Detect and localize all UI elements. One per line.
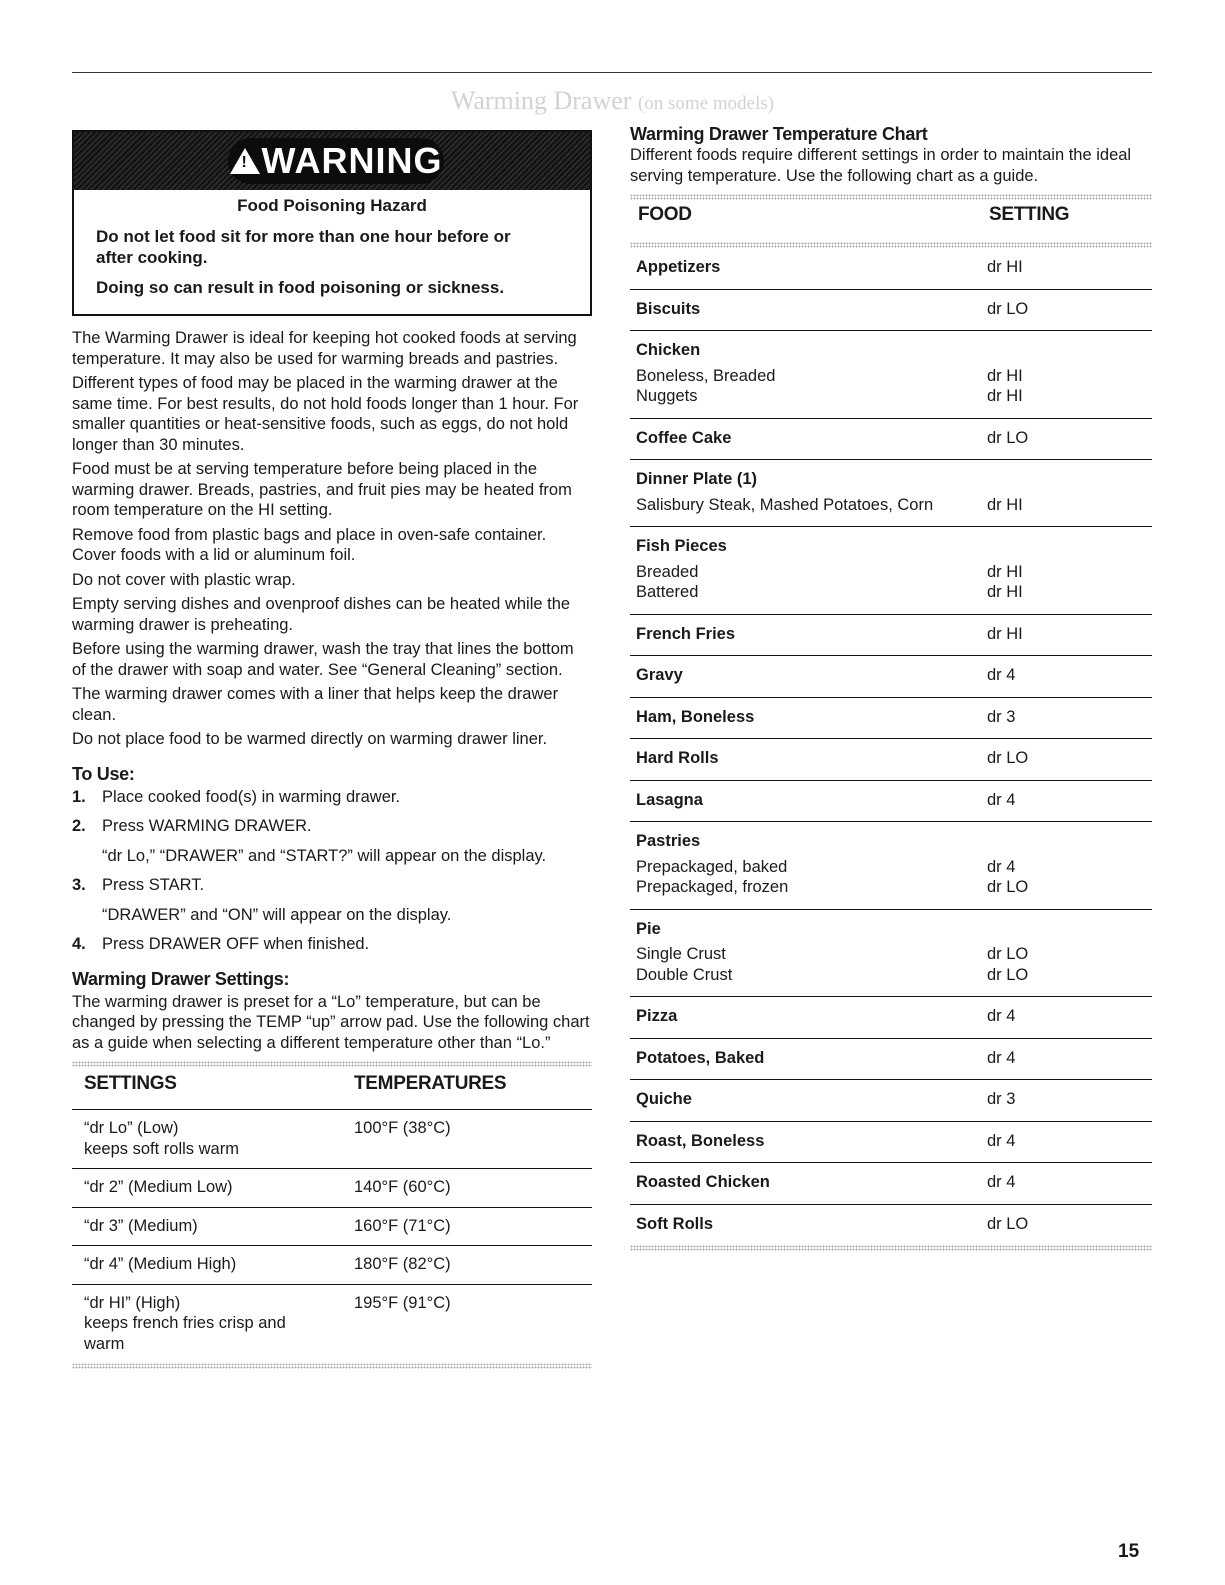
food-name: Biscuits <box>636 299 701 318</box>
table-row <box>630 1080 1152 1122</box>
table-row <box>630 697 1152 739</box>
setting-cell <box>981 997 1152 1039</box>
step-item <box>72 875 592 926</box>
setting-cell <box>981 418 1152 460</box>
table-row <box>72 1284 592 1363</box>
food-subitem: Battered <box>636 583 699 601</box>
right-column <box>630 124 1152 1251</box>
warning-triangle-icon <box>230 148 260 174</box>
food-name: Appetizers <box>636 258 721 276</box>
table-row <box>72 1207 592 1246</box>
step-text: Place cooked food(s) in warming drawer. <box>102 787 401 806</box>
food-subitem: Boneless, Breaded <box>636 366 776 385</box>
table-row <box>630 997 1152 1039</box>
food-cell <box>630 248 981 289</box>
food-setting: dr LO <box>987 428 1029 447</box>
food-cell <box>630 1080 981 1122</box>
food-setting: dr LO <box>987 749 1029 767</box>
table-row <box>630 1163 1152 1205</box>
setting-name: “dr 3” (Medium) <box>84 1216 198 1235</box>
setting-cell <box>981 697 1152 739</box>
food-name: French Fries <box>636 624 736 643</box>
food-name: Fish Pieces <box>636 537 727 555</box>
food-subitem: Nuggets <box>636 387 698 405</box>
dotted-rule <box>72 1363 592 1369</box>
food-subitem: Prepackaged, frozen <box>636 878 789 896</box>
warning-line-1: Do not let food sit for more than one hour before or after cooking. <box>96 227 511 267</box>
food-cell <box>630 656 981 698</box>
setting-cell <box>981 460 1152 527</box>
food-setting: dr 4 <box>987 1007 1016 1025</box>
food-cell <box>630 289 981 331</box>
food-name: Soft Rolls <box>636 1214 713 1233</box>
table-row <box>630 614 1152 656</box>
food-subitem: Prepackaged, baked <box>636 857 788 876</box>
table-row <box>72 1246 592 1285</box>
table-row <box>630 248 1152 289</box>
food-cell <box>630 614 981 656</box>
table-row <box>630 289 1152 331</box>
setting-cell <box>981 822 1152 910</box>
table-row <box>630 822 1152 910</box>
step-subtext: “dr Lo,” “DRAWER” and “START?” will appear on the display. <box>102 846 547 865</box>
food-cell <box>630 997 981 1039</box>
food-name: Lasagna <box>636 790 703 809</box>
temperature-cell: 180°F (82°C) <box>342 1246 592 1285</box>
food-name: Pie <box>636 919 661 938</box>
food-subitem-setting: dr LO <box>987 965 1029 984</box>
settings-table <box>72 1061 592 1369</box>
warning-label <box>228 138 444 184</box>
food-subitem-setting: dr HI <box>987 387 1023 405</box>
table-row <box>630 1038 1152 1080</box>
food-setting: dr LO <box>987 299 1029 318</box>
step-subtext: “DRAWER” and “ON” will appear on the display. <box>102 905 452 924</box>
food-subitem-setting: dr LO <box>987 945 1029 963</box>
setting-cell <box>981 1204 1152 1245</box>
food-name: Ham, Boneless <box>636 707 755 726</box>
paragraph: Do not cover with plastic wrap. <box>72 570 296 589</box>
page-title-text: Warming Drawer <box>450 86 632 115</box>
settings-heading: Warming Drawer Settings: <box>72 968 290 989</box>
warning-box <box>72 130 592 316</box>
food-cell <box>630 1121 981 1163</box>
food-subitem-setting: dr HI <box>987 583 1023 601</box>
food-cell <box>630 1038 981 1080</box>
paragraph: Food must be at serving temperature before being placed in the warming drawer. Breads, pastries, and fruit pies may be heated from room temperature on the HI setting. <box>72 460 572 519</box>
table-row <box>630 656 1152 698</box>
food-subitem: Salisbury Steak, Mashed Potatoes, Corn <box>636 495 934 514</box>
food-name: Roast, Boneless <box>636 1131 765 1150</box>
settings-col-header: SETTINGS <box>84 1073 177 1094</box>
warning-label-text: WARNING <box>261 140 443 181</box>
page-title <box>0 86 1225 116</box>
setting-cell <box>981 1163 1152 1205</box>
food-setting: dr 3 <box>987 1090 1016 1108</box>
step-number: 2. <box>72 816 86 835</box>
step-number: 1. <box>72 787 86 806</box>
chart-heading: Warming Drawer Temperature Chart <box>630 124 928 144</box>
food-setting: dr LO <box>987 1214 1029 1233</box>
food-setting: dr HI <box>987 624 1023 643</box>
food-cell <box>630 822 981 910</box>
setting-cell <box>72 1284 342 1363</box>
left-column <box>72 130 592 1369</box>
setting-cell <box>72 1169 342 1208</box>
setting-col-header: SETTING <box>989 204 1070 225</box>
temperatures-col-header: TEMPERATURES <box>354 1073 507 1094</box>
paragraph: Before using the warming drawer, wash the tray that lines the bottom of the drawer with soap and water. See “General Cleaning” section. <box>72 640 574 679</box>
table-row <box>630 418 1152 460</box>
table-row <box>72 1110 592 1169</box>
setting-cell <box>981 289 1152 331</box>
table-row <box>72 1169 592 1208</box>
paragraph: Remove food from plastic bags and place in oven-safe container. Cover foods with a lid or aluminum foil. <box>72 525 547 564</box>
setting-cell <box>981 527 1152 615</box>
setting-cell <box>981 248 1152 289</box>
table-row <box>630 1204 1152 1245</box>
step-number: 4. <box>72 934 86 953</box>
warning-hazard: Food Poisoning Hazard <box>237 196 427 215</box>
temperature-cell: 195°F (91°C) <box>342 1284 592 1363</box>
setting-cell <box>981 1038 1152 1080</box>
setting-name: “dr 4” (Medium High) <box>84 1255 237 1273</box>
food-subitem-setting: dr 4 <box>987 857 1016 876</box>
page-title-note: (on some models) <box>637 93 775 114</box>
setting-name: “dr Lo” (Low) <box>84 1119 179 1137</box>
warning-line-2: Doing so can result in food poisoning or sickness. <box>96 278 505 297</box>
food-name: Gravy <box>636 666 683 684</box>
food-cell <box>630 418 981 460</box>
food-setting: dr 4 <box>987 1131 1016 1150</box>
food-name: Dinner Plate (1) <box>636 470 758 488</box>
food-setting: dr 4 <box>987 1173 1016 1191</box>
body-text <box>72 328 592 750</box>
page-number: 15 <box>1118 1541 1140 1562</box>
paragraph: The Warming Drawer is ideal for keeping hot cooked foods at serving temperature. It may also be used for warming breads and pastries. <box>72 329 577 368</box>
table-row <box>630 460 1152 527</box>
paragraph: The warming drawer comes with a liner that helps keep the drawer clean. <box>72 685 559 724</box>
food-name: Roasted Chicken <box>636 1173 770 1191</box>
paragraph: Different types of food may be placed in the warming drawer at the same time. For best results, do not hold foods longer than 1 hour. For smaller quantities or heat-sensitive foods, such as eggs, do not hold longer than 30 minutes. <box>72 374 579 454</box>
setting-cell <box>981 739 1152 781</box>
setting-cell <box>981 614 1152 656</box>
food-cell <box>630 1163 981 1205</box>
food-name: Pizza <box>636 1007 678 1025</box>
setting-cell <box>72 1207 342 1246</box>
food-subitem-setting: dr HI <box>987 366 1023 385</box>
food-name: Hard Rolls <box>636 749 719 767</box>
food-subitem-setting: dr HI <box>987 495 1023 514</box>
table-row <box>630 331 1152 419</box>
food-cell <box>630 697 981 739</box>
food-table <box>630 200 1152 1245</box>
food-setting: dr HI <box>987 258 1023 276</box>
chart-intro: Different foods require different settings in order to maintain the ideal serving temperature. Use the following chart as a guide. <box>630 146 1132 185</box>
food-cell <box>630 460 981 527</box>
step-item <box>72 934 592 955</box>
food-subitem-setting: dr HI <box>987 562 1023 581</box>
food-cell <box>630 527 981 615</box>
food-cell <box>630 1204 981 1245</box>
temperature-cell: 100°F (38°C) <box>342 1110 592 1169</box>
food-name: Quiche <box>636 1090 692 1108</box>
temperature-cell: 140°F (60°C) <box>342 1169 592 1208</box>
table-row <box>630 909 1152 997</box>
food-subitem-setting: dr LO <box>987 878 1029 896</box>
setting-note: keeps french fries crisp and warm <box>84 1314 286 1353</box>
food-col-header: FOOD <box>638 204 692 225</box>
setting-cell <box>981 1080 1152 1122</box>
table-row <box>630 780 1152 822</box>
food-setting: dr 4 <box>987 790 1016 809</box>
food-cell <box>630 739 981 781</box>
table-row <box>630 1121 1152 1163</box>
to-use-heading: To Use: <box>72 763 135 784</box>
to-use-steps <box>72 787 592 955</box>
step-item <box>72 787 592 808</box>
food-setting: dr 3 <box>987 707 1016 726</box>
food-cell <box>630 780 981 822</box>
table-row <box>630 527 1152 615</box>
food-name: Potatoes, Baked <box>636 1048 765 1067</box>
dotted-rule <box>630 1245 1152 1251</box>
step-number: 3. <box>72 875 86 894</box>
food-table-body <box>630 248 1152 1245</box>
setting-note: keeps soft rolls warm <box>84 1139 239 1158</box>
step-text: Press DRAWER OFF when finished. <box>102 934 370 953</box>
temperature-cell: 160°F (71°C) <box>342 1207 592 1246</box>
food-setting: dr 4 <box>987 666 1016 684</box>
step-text: Press START. <box>102 875 205 894</box>
warning-banner <box>74 132 590 190</box>
food-cell <box>630 331 981 419</box>
food-subitem: Breaded <box>636 562 699 581</box>
setting-cell <box>981 656 1152 698</box>
food-cell <box>630 909 981 997</box>
step-item <box>72 816 592 867</box>
food-subitem: Single Crust <box>636 945 726 963</box>
paragraph: Do not place food to be warmed directly on warming drawer liner. <box>72 730 548 748</box>
setting-cell <box>72 1246 342 1285</box>
paragraph: Empty serving dishes and ovenproof dishes can be heated while the warming drawer is preheating. <box>72 595 571 634</box>
food-name: Pastries <box>636 832 701 850</box>
setting-cell <box>981 909 1152 997</box>
food-setting: dr 4 <box>987 1048 1016 1067</box>
setting-cell <box>981 331 1152 419</box>
setting-cell <box>72 1110 342 1169</box>
step-text: Press WARMING DRAWER. <box>102 816 312 835</box>
top-rule <box>72 72 1152 73</box>
table-row <box>630 739 1152 781</box>
food-subitem: Double Crust <box>636 965 733 984</box>
setting-name: “dr HI” (High) <box>84 1293 181 1312</box>
food-name: Coffee Cake <box>636 428 732 447</box>
setting-name: “dr 2” (Medium Low) <box>84 1178 233 1196</box>
food-name: Chicken <box>636 341 701 359</box>
setting-cell <box>981 1121 1152 1163</box>
settings-intro: The warming drawer is preset for a “Lo” temperature, but can be changed by pressing the TEMP “up” arrow pad. Use the following chart as a guide when selecting a different temperature other than “Lo.” <box>72 992 590 1052</box>
setting-cell <box>981 780 1152 822</box>
